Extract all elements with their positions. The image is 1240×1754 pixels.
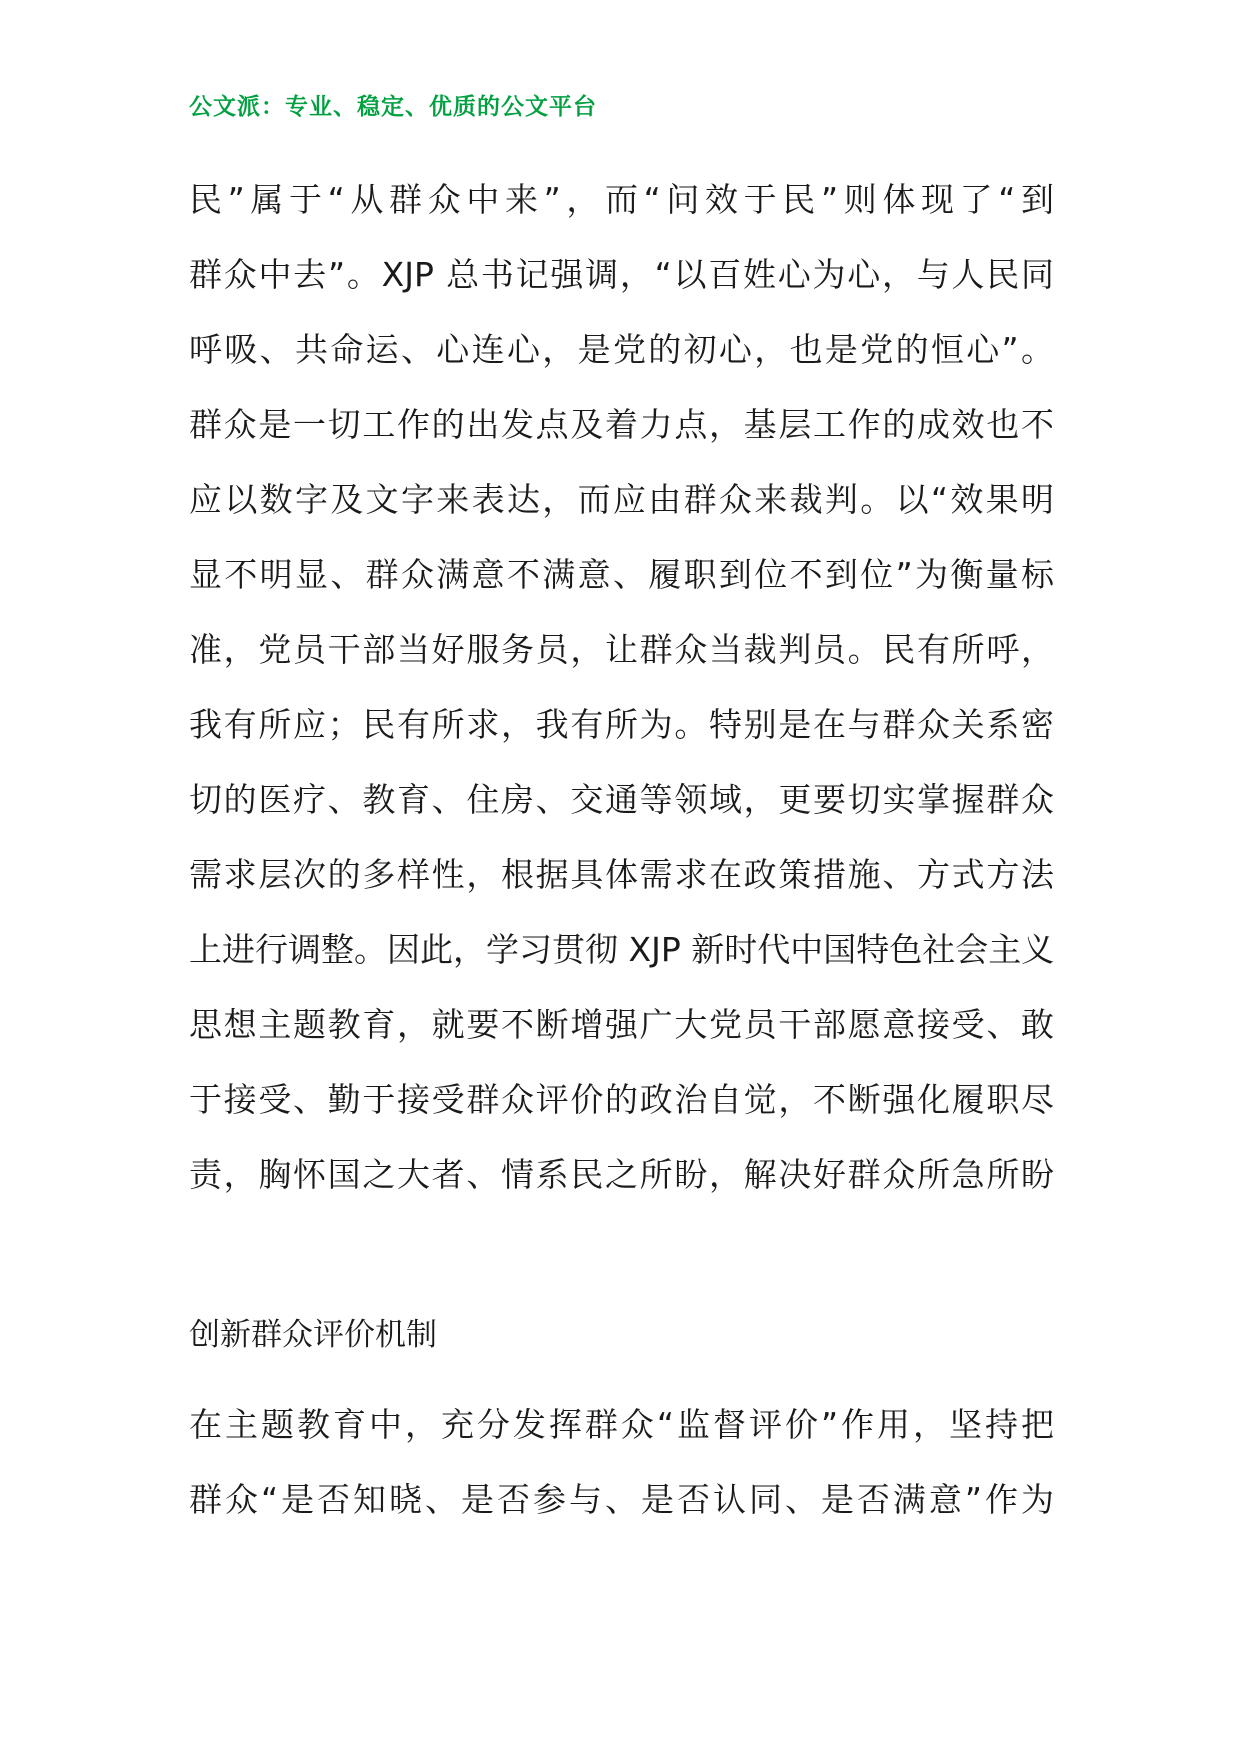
paragraph-1-line-6: 显不明显、群众满意不满意、履职到位不到位”为衡量标 <box>189 555 1054 594</box>
paragraph-1-line-5: 应以数字及文字来表达，而应由群众来裁判。以“效果明 <box>189 480 1054 519</box>
paragraph-1-line-8: 我有所应；民有所求，我有所为。特别是在与群众关系密 <box>189 705 1054 744</box>
paragraph-1-line-9: 切的医疗、教育、住房、交通等领域，更要切实掌握群众 <box>189 780 1054 819</box>
paragraph-1-line-3: 呼吸、共命运、心连心，是党的初心，也是党的恒心”。 <box>189 330 1054 369</box>
paragraph-2-line-2: 群众“是否知晓、是否参与、是否认同、是否满意”作为 <box>189 1480 1054 1519</box>
paragraph-1-line-1: 民”属于“从群众中来”，而“问效于民”则体现了“到 <box>189 180 1054 219</box>
paragraph-2-line-1: 在主题教育中，充分发挥群众“监督评价”作用，坚持把 <box>189 1405 1054 1444</box>
paragraph-1-line-4: 群众是一切工作的出发点及着力点，基层工作的成效也不 <box>189 405 1054 444</box>
paragraph-1-line-14: 责，胸怀国之大者、情系民之所盼，解决好群众所急所盼 <box>189 1155 1054 1194</box>
section-heading: 创新群众评价机制 <box>189 1317 437 1353</box>
document-header-title: 公文派：专业、稳定、优质的公文平台 <box>189 94 597 120</box>
paragraph-1-line-13: 于接受、勤于接受群众评价的政治自觉，不断强化履职尽 <box>189 1080 1054 1119</box>
paragraph-1-line-12: 思想主题教育，就要不断增强广大党员干部愿意接受、敢 <box>189 1005 1054 1044</box>
paragraph-1-line-7: 准，党员干部当好服务员，让群众当裁判员。民有所呼， <box>189 630 1054 669</box>
paragraph-1-line-11: 上进行调整。因此，学习贯彻 XJP 新时代中国特色社会主义 <box>189 930 1054 969</box>
paragraph-1-line-10: 需求层次的多样性，根据具体需求在政策措施、方式方法 <box>189 855 1054 894</box>
paragraph-1-line-2: 群众中去”。XJP 总书记强调，“以百姓心为心，与人民同 <box>189 255 1054 294</box>
